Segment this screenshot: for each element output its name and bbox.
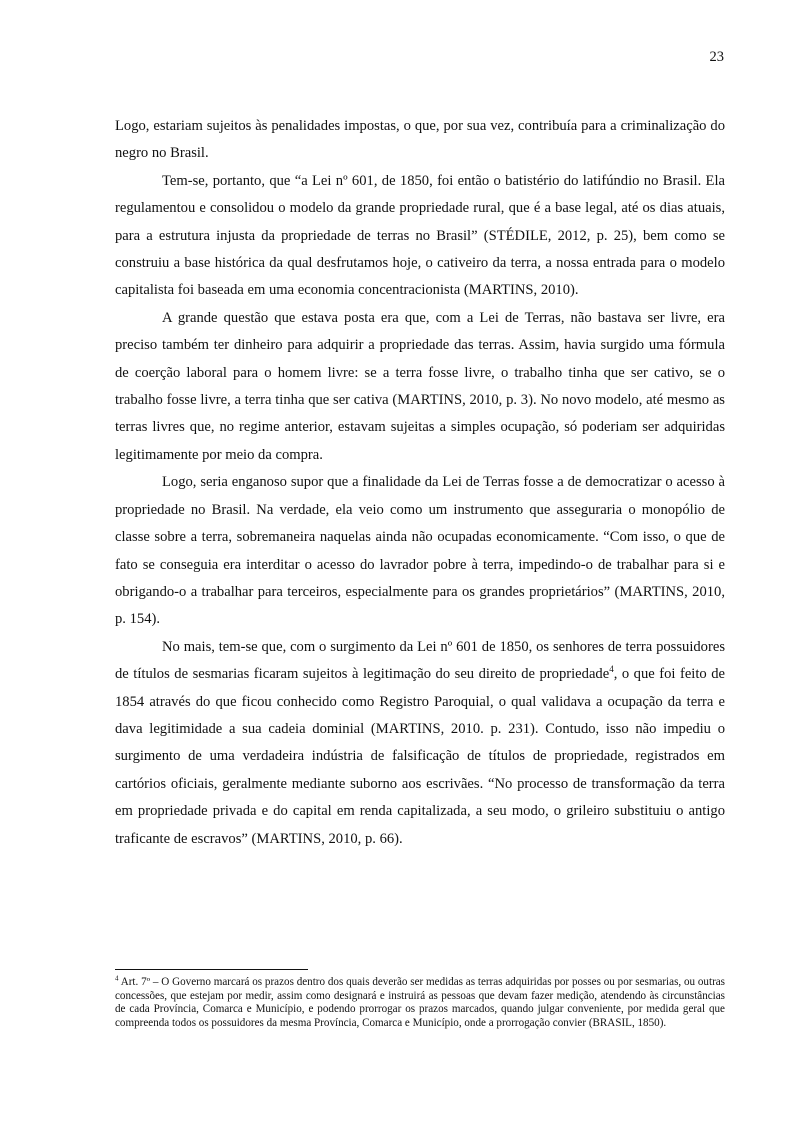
body-text [115,113,725,853]
paragraph-4: Logo, seria enganoso supor que a finalidade da Lei de Terras fosse a de democratizar o acesso à propriedade no Brasil. Na verdade, ela veio como um instrumento que asseguraria o monopólio de classe sobre a terra, sobremaneira naquelas ainda não ocupadas economicamente. “Com isso, o que de fato se conseguia era interditar o acesso do lavrador pobre à terra, impedindo-o de trabalhar para si e obrigando-o a trabalhar para terceiros, especialmente para os grandes proprietários” (MARTINS, 2010, p. 154). [115,474,725,628]
paragraph-1: Logo, estariam sujeitos às penalidades impostas, o que, por sua vez, contribuía para a criminalização do negro no Brasil. [115,118,725,162]
paragraph-5 [115,634,725,853]
paragraph-3: A grande questão que estava posta era que, com a Lei de Terras, não bastava ser livre, era preciso também ter dinheiro para adquirir a propriedade das terras. Assim, havia surgido uma fórmula de coerção laboral para o homem livre: se a terra fosse livre, o trabalho tinha que ser cativo, se o trabalho fosse livre, a terra tinha que ser cativa (MARTINS, 2010, p. 3). No novo modelo, até mesmo as terras livres que, no regime anterior, estavam sujeitas a simples ocupação, só poderiam ser adquiridas legitimamente por meio da compra. [115,309,725,463]
paragraph-5-text-before: No mais, tem-se que, com o surgimento da Lei nº 601 de 1850, os senhores de terra possuidores de títulos de sesmarias ficaram sujeitos à legitimação do seu direito de propriedade [115,638,725,683]
page-number: 23 [709,49,724,65]
footnote-reference[interactable]: 4 [609,664,614,675]
footnote-text: Art. 7º – O Governo marcará os prazos dentro dos quais deverão ser medidas as terras adquiridas por posses ou por sesmarias, ou outras concessões, que estejam por medir, assim como designará e instruirá as pessoas que devam fazer medição, atendendo às circunstâncias de cada Província, Comarca e Município, e podendo prorrogar os prazos marcados, quando julgar conveniente, por medida geral que compreenda todos os possuidores da mesma Província, Comarca e Município, onde a prorrogação convier (BRASIL, 1850). [115,976,725,1029]
paragraph-5-text-after: , o que foi feito de 1854 através do que ficou conhecido como Registro Paroquial, o qual validava a ocupação da terra e dava legitimidade a sua cadeia dominial (MARTINS, 2010. p. 231). Contudo, isso não impediu o surgimento de uma verdadeira indústria de falsificação de títulos de propriedade, registrados em cartórios oficiais, geralmente mediante suborno aos escrivães. “No processo de transformação da terra em propriedade privada e do capital em renda capitalizada, a seu modo, o grileiro substituiu o antigo traficante de escravos” (MARTINS, 2010, p. 66). [115,666,725,847]
footnote [115,976,725,1030]
paragraph-2: Tem-se, portanto, que “a Lei nº 601, de 1850, foi então o batistério do latifúndio no Brasil. Ela regulamentou e consolidou o modelo da grande propriedade rural, que é a base legal, até os dias atuais, para a estrutura injusta da propriedade de terras no Brasil” (STÉDILE, 2012, p. 25), bem como se construiu a base histórica da qual desfrutamos hoje, o cativeiro da terra, a nossa entrada para o modelo capitalista foi baseada em uma economia concentracionista (MARTINS, 2010). [115,172,725,299]
footnote-marker: 4 [115,974,119,983]
footnote-divider [115,969,308,970]
